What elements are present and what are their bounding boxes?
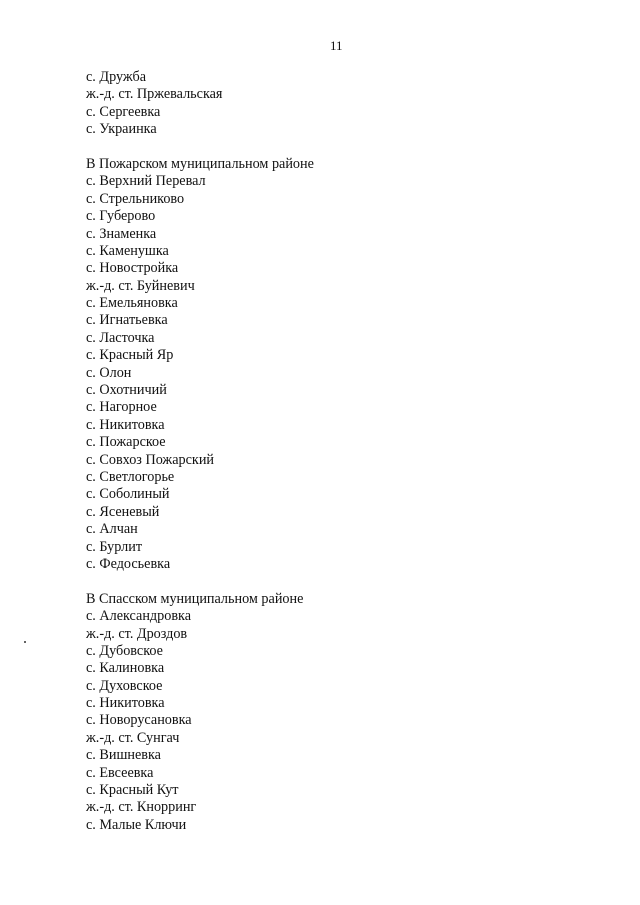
list-item: с. Малые Ключи: [86, 816, 187, 833]
list-item: с. Ласточка: [86, 329, 155, 346]
list-item: с. Духовское: [86, 677, 163, 694]
list-item: ж.-д. ст. Сунгач: [86, 729, 180, 746]
list-item: с. Соболиный: [86, 486, 170, 503]
list-item: с. Пожарское: [86, 434, 166, 451]
list-item: с. Красный Яр: [86, 347, 174, 364]
section-1: [86, 156, 566, 573]
list-item: с. Александровка: [86, 608, 191, 625]
list-item: с. Дружба: [86, 69, 147, 85]
list-item: с. Никитовка: [86, 695, 165, 712]
list-item: с. Алчан: [86, 521, 138, 538]
list-item: с. Ясеневый: [86, 503, 160, 520]
list-item: ж.-д. ст. Дроздов: [86, 625, 188, 642]
list-item: с. Красный Кут: [86, 782, 179, 799]
section-2: [86, 591, 566, 834]
section-heading: В Спасском муниципальном районе: [86, 590, 304, 607]
list-item: ж.-д. ст. Пржевальская: [86, 86, 223, 103]
section-0: [86, 69, 566, 139]
list-item: с. Калиновка: [86, 660, 165, 677]
list-item: с. Украинка: [86, 121, 157, 138]
list-item: ж.-д. ст. Буйневич: [86, 277, 195, 294]
list-item: с. Федосьевка: [86, 555, 171, 572]
list-item: с. Новорусановка: [86, 712, 192, 729]
list-item: с. Каменушка: [86, 242, 169, 259]
list-item: с. Вишневка: [86, 747, 161, 764]
list-item: с. Сергеевка: [86, 103, 161, 120]
list-item: с. Олон: [86, 364, 132, 381]
scan-speck: [24, 641, 26, 643]
document-body: [86, 69, 566, 834]
list-item: с. Верхний Перевал: [86, 173, 206, 190]
list-item: с. Никитовка: [86, 416, 165, 433]
list-item: с. Совхоз Пожарский: [86, 451, 214, 468]
list-item: с. Нагорное: [86, 399, 157, 416]
list-item: ж.-д. ст. Кнорринг: [86, 799, 197, 816]
list-item: с. Новостройка: [86, 260, 179, 277]
list-item: с. Стрельниково: [86, 190, 185, 207]
section-heading: В Пожарском муниципальном районе: [86, 155, 314, 172]
list-item: с. Бурлит: [86, 538, 143, 555]
list-item: с. Знаменка: [86, 225, 157, 242]
page-number: 11: [330, 38, 343, 53]
list-item: с. Светлогорье: [86, 468, 175, 485]
list-item: с. Охотничий: [86, 382, 167, 399]
list-item: с. Евсеевка: [86, 764, 154, 781]
list-item: с. Игнатьевка: [86, 312, 168, 329]
list-item: с. Губерово: [86, 208, 156, 225]
list-item: с. Дубовское: [86, 642, 163, 659]
list-item: с. Емельяновка: [86, 295, 178, 312]
